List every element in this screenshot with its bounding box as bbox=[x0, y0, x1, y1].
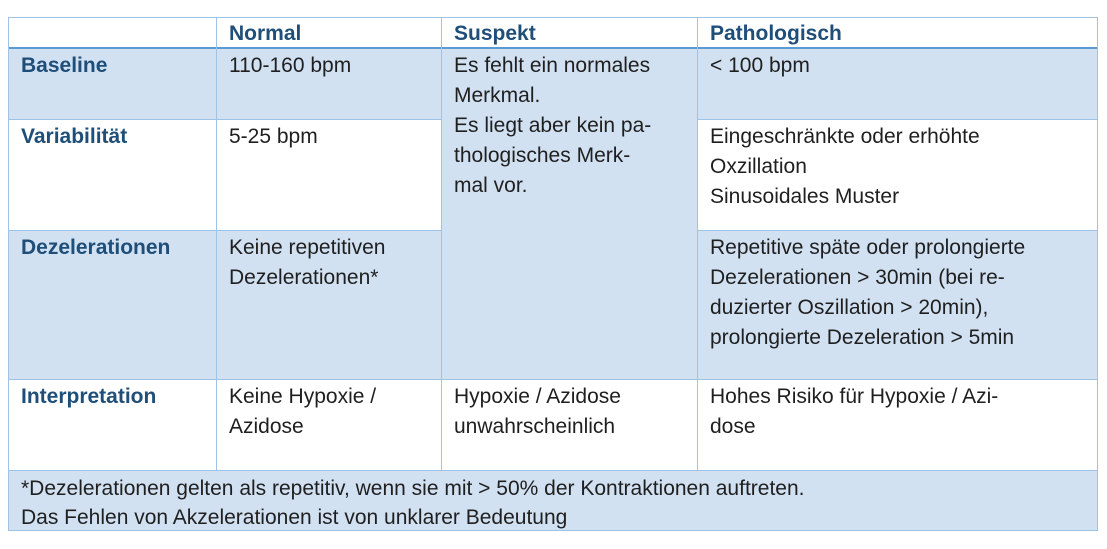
baseline-pathologisch bbox=[697, 48, 1098, 119]
cell-line: Sinusoidales Muster bbox=[710, 185, 900, 208]
grid-line bbox=[697, 230, 1098, 231]
header-suspekt: Suspekt bbox=[454, 22, 536, 45]
cell-line: Dezelerationen > 30min (bei re- bbox=[710, 266, 1005, 289]
cell-line: < 100 bpm bbox=[710, 54, 810, 77]
cell-line: duzierter Oszillation > 20min), bbox=[710, 296, 989, 319]
variabilitaet-pathologisch bbox=[697, 119, 1098, 230]
header-empty-cell bbox=[8, 17, 216, 48]
interpretation-suspekt bbox=[441, 379, 697, 470]
cell-line: Es liegt aber kein pa- bbox=[454, 114, 652, 137]
cell-line: Es fehlt ein normales bbox=[454, 54, 651, 77]
dezelerationen-pathologisch bbox=[697, 230, 1098, 379]
table-row-interpretation bbox=[8, 379, 1098, 470]
header-pathologisch: Pathologisch bbox=[710, 22, 842, 45]
cell-line: 5-25 bpm bbox=[229, 125, 318, 148]
grid-line bbox=[8, 470, 1098, 471]
row-label-dezelerationen: Dezelerationen bbox=[8, 230, 216, 379]
grid-line bbox=[8, 119, 441, 120]
cell-line: dose bbox=[710, 415, 756, 438]
grid-line bbox=[697, 119, 1098, 120]
cell-line: Azidose bbox=[229, 415, 304, 438]
grid-line bbox=[8, 230, 441, 231]
grid-line bbox=[8, 47, 1098, 49]
cell-line: Eingeschränkte oder erhöhte bbox=[710, 125, 980, 148]
interpretation-pathologisch bbox=[697, 379, 1098, 470]
grid-line bbox=[8, 379, 1098, 380]
table-header-row bbox=[8, 17, 1098, 48]
cell-line: Oxzillation bbox=[710, 155, 807, 178]
grid-line bbox=[697, 17, 698, 470]
cell-line: Merkmal. bbox=[454, 84, 541, 107]
row-label-variabilitaet: Variabilität bbox=[8, 119, 216, 230]
table-footnote bbox=[8, 470, 1098, 531]
grid-line bbox=[441, 17, 442, 470]
cell-line: Dezelerationen* bbox=[229, 266, 379, 289]
variabilitaet-normal bbox=[216, 119, 441, 230]
cell-line: thologisches Merk- bbox=[454, 144, 631, 167]
row-label-baseline: Baseline bbox=[8, 48, 216, 119]
cell-line: Hohes Risiko für Hypoxie / Azi- bbox=[710, 385, 999, 408]
cell-line: unwahrscheinlich bbox=[454, 415, 616, 438]
footnote-line: Das Fehlen von Akzelerationen ist von unklarer Bedeutung bbox=[21, 506, 568, 529]
row-label-interpretation: Interpretation bbox=[8, 379, 216, 470]
grid-line bbox=[8, 17, 9, 531]
ctg-classification-table bbox=[8, 17, 1098, 531]
dezelerationen-normal bbox=[216, 230, 441, 379]
header-normal: Normal bbox=[229, 22, 302, 45]
cell-line: Repetitive späte oder prolongierte bbox=[710, 236, 1026, 259]
footnote-line: *Dezelerationen gelten als repetitiv, wenn sie mit > 50% der Kontraktionen auftreten. bbox=[21, 477, 805, 500]
cell-line: Keine Hypoxie / bbox=[229, 385, 377, 408]
cell-line: mal vor. bbox=[454, 174, 528, 197]
interpretation-normal bbox=[216, 379, 441, 470]
cell-line: prolongierte Dezeleration > 5min bbox=[710, 326, 1015, 349]
cell-line: 110-160 bpm bbox=[229, 54, 352, 77]
cell-line: Keine repetitiven bbox=[229, 236, 386, 259]
grid-line bbox=[8, 17, 1098, 18]
cell-line: Hypoxie / Azidose bbox=[454, 385, 621, 408]
suspekt-merged-cell bbox=[441, 48, 697, 379]
grid-line bbox=[216, 17, 217, 470]
grid-line bbox=[8, 530, 1098, 531]
baseline-normal bbox=[216, 48, 441, 119]
grid-line bbox=[1097, 17, 1098, 531]
